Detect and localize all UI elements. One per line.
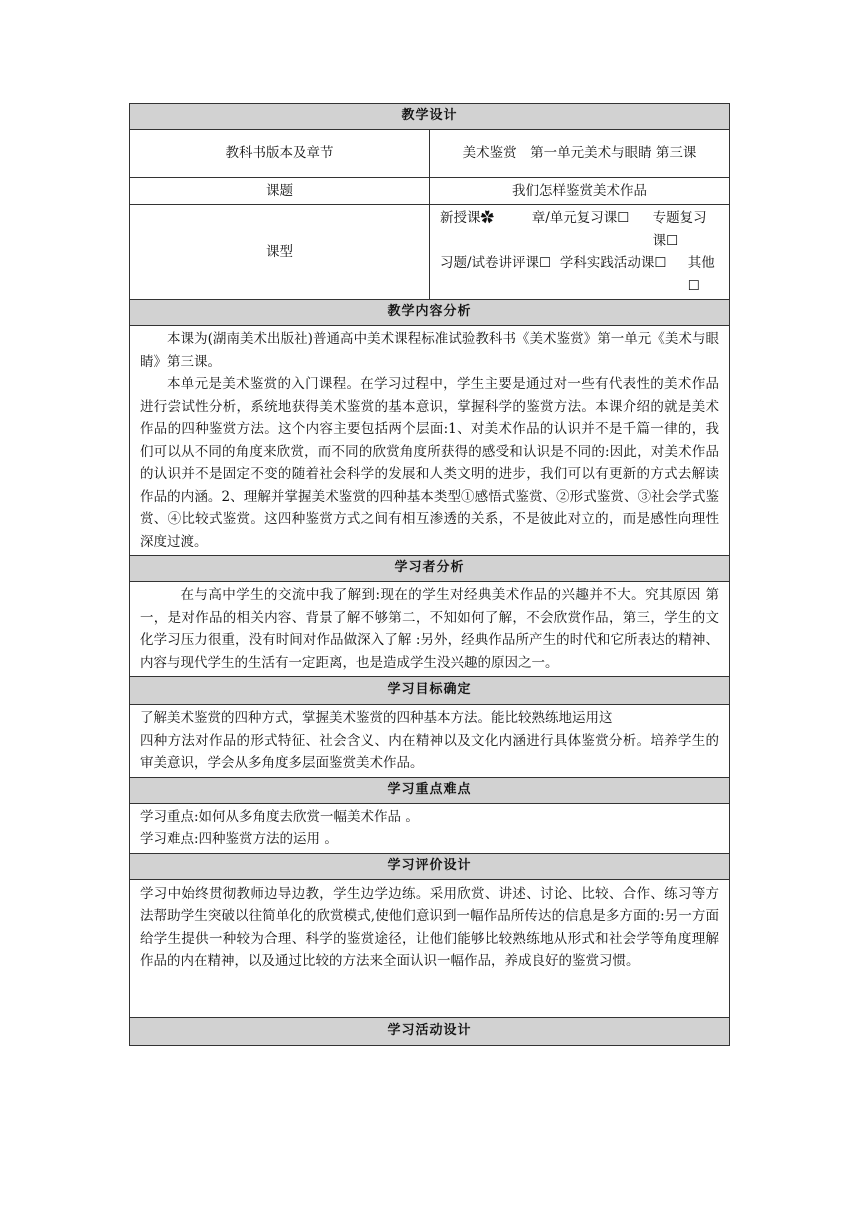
learner-analysis-body: [130, 582, 730, 677]
content-paragraph-1: 本课为(湖南美术出版社)普通高中美术课程标准试验教科书《美术鉴赏》第一单元《美术与眼睛》第三课。: [140, 331, 719, 370]
type-option-new[interactable]: 新授课✿: [440, 210, 494, 226]
learning-goal-body: [130, 705, 730, 778]
learner-analysis-header: 学习者分析: [130, 556, 730, 582]
learning-goal-header: 学习目标确定: [130, 677, 730, 705]
content-paragraph-2: 本单元是美术鉴赏的入门课程。在学习过程中，学生主要是通过对一些有代表性的美术作品进行尝试性分析，系统地获得美术鉴赏的基本意识，掌握科学的鉴赏方法。本课介绍的就是美术作品的四种鉴赏方法。这个内容主要包括两个层面:1、对美术作品的认识并不是千篇一律的，我们可以从不同的角度来欣赏，而不同的欣赏角度所获得的感受和认识是不同的:因此，对美术作品的认识并不是固定不变的随着社会科学的发展和人类文明的进步，我们可以有更新的方式去解读作品的内涵。2、理解并掌握美术鉴赏的四种基本类型①感悟式鉴赏、②形式鉴赏、③社会学式鉴赏、④比较式鉴赏。这四种鉴赏方式之间有相互渗透的关系，不是彼此对立的，而是感性向理性深度过渡。: [140, 376, 719, 550]
difficult-point: 学习难点:四种鉴赏方法的运用 。: [140, 831, 338, 847]
type-option-other[interactable]: 其他☐: [687, 255, 715, 294]
type-option-exercise[interactable]: 习题/试卷讲评课☐: [440, 255, 552, 271]
textbook-label: 教科书版本及章节: [130, 130, 430, 178]
activity-design-header: 学习活动设计: [130, 1017, 730, 1045]
goal-line-2: 四种方法对作品的形式特征、社会含义、内在精神以及文化内涵进行具体鉴赏分析。培养学生的审美意识，学会从多角度多层面鉴赏美术作品。: [140, 732, 719, 771]
content-analysis-header: 教学内容分析: [130, 300, 730, 326]
key-points-header: 学习重点难点: [130, 777, 730, 803]
key-point: 学习重点:如何从多角度去欣赏一幅美术作品 。: [140, 808, 419, 825]
evaluation-body: [130, 879, 730, 1017]
content-analysis-body: [130, 326, 730, 556]
goal-line-1: 了解美术鉴赏的四种方式，掌握美术鉴赏的四种基本方法。能比较熟练地运用这: [140, 710, 613, 726]
lesson-plan-table: [129, 103, 730, 1046]
lesson-plan-document: [129, 103, 730, 1046]
evaluation-paragraph: 学习中始终贯彻教师边导边教，学生边学边练。采用欣赏、讲述、讨论、比较、合作、练习等方法帮助学生突破以往简单化的欣赏模式,使他们意识到一幅作品所传达的信息是多方面的:另一方面给学生提供一种较为合理、科学的鉴赏途径，让他们能够比较熟练地从形式和社会学等角度理解作品的内在精神，以及通过比较的方法来全面认识一幅作品，养成良好的鉴赏习惯。: [140, 885, 719, 969]
textbook-value: 美术鉴赏 第一单元美术与眼睛 第三课: [430, 130, 730, 178]
type-option-unit-review[interactable]: 章/单元复习课☐: [531, 210, 630, 226]
type-options-row1: [440, 207, 719, 252]
evaluation-header: 学习评价设计: [130, 853, 730, 879]
topic-label: 课题: [130, 178, 430, 205]
type-option-practice[interactable]: 学科实践活动课☐: [559, 255, 667, 271]
key-points-body: [130, 803, 730, 853]
type-option-topic-review[interactable]: 专题复习课☐: [652, 210, 707, 249]
topic-value: 我们怎样鉴赏美术作品: [430, 178, 730, 205]
type-options: [430, 205, 730, 300]
type-options-row2: [440, 252, 719, 297]
design-header: 教学设计: [130, 104, 730, 130]
learner-paragraph: 在与高中学生的交流中我了解到:现在的学生对经典美术作品的兴趣并不大。究其原因 第一，是对作品的相关内容、背景了解不够第二，不知如何了解，不会欣赏作品，第三，学生的文化学习压力很重，没有时间对作品做深入了解 :另外，经典作品所产生的时代和它所表达的精神、内容与现代学生的生活有一定距离，也是造成学生没兴趣的原因之一。: [140, 587, 719, 671]
type-label: 课型: [130, 205, 430, 300]
